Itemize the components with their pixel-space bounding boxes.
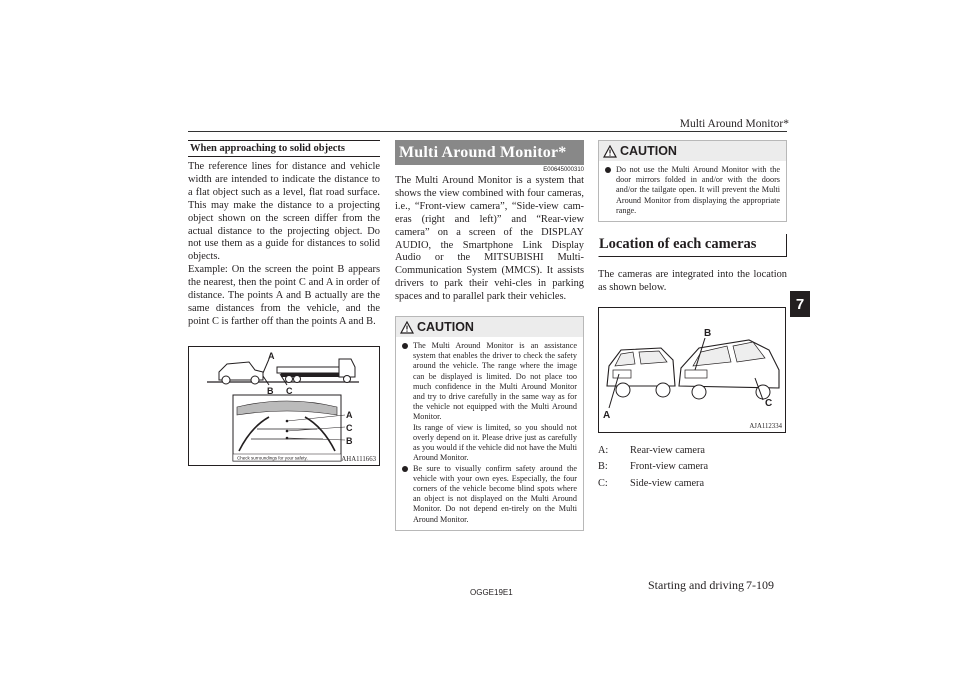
figure-camera-locations <box>598 307 786 433</box>
caution-title <box>396 317 583 337</box>
label-b-bottom: B <box>267 385 274 396</box>
caution-box-right <box>598 140 787 222</box>
caution-item-text: Be sure to visually confirm safety around the vehicle with your own eyes. Especially, the four corners of the vehicle become blind spots where an object is not displayed on the Multi Around Monitor. Do not depend en-tirely on the Multi Around Monitor. <box>413 463 577 524</box>
label-c-screen: C <box>346 422 353 433</box>
legend-key: B: <box>598 461 608 473</box>
warning-triangle-icon <box>603 145 617 158</box>
legend-value: Rear-view camera <box>630 444 705 456</box>
legend-row <box>598 443 787 460</box>
legend-key: A: <box>598 444 609 456</box>
legend-key: C: <box>598 477 608 489</box>
caution-label: CAUTION <box>620 144 677 158</box>
bullet-icon <box>605 167 611 173</box>
camera-legend <box>598 443 787 493</box>
legend-value: Front-view camera <box>630 461 709 473</box>
figure-distance-guide <box>188 346 380 466</box>
caution-label: CAUTION <box>417 320 474 335</box>
label-b-screen: B <box>346 435 353 446</box>
column-right <box>598 140 787 492</box>
bullet-icon <box>402 466 408 472</box>
caution-title <box>599 141 786 161</box>
caution-item <box>605 165 780 216</box>
caution-list <box>599 161 786 221</box>
paragraph-intro: The Multi Around Monitor is a system that shows the view combined with four cameras, i.e., “Front-view camera”, “Side-view cam-eras (right and left)” and “Rear-view camera” on a screen of the DISPLAY AUDIO, the Smartphone Link Display Audio or the MITSUBISHI Multi-Communication System (MMCS). It assists drivers to park their vehi-cles in parking spaces and to parallel park their vehicles. <box>395 175 584 303</box>
figure-code: AJA112334 <box>749 422 782 430</box>
footer-doc-code: OGGE19E1 <box>470 588 513 597</box>
label-c-bottom: C <box>286 385 293 396</box>
bullet-icon <box>402 343 408 349</box>
distance-guide-illustration <box>189 347 379 465</box>
caution-item-text: The Multi Around Monitor is an assistance system that enables the driver to check the safety around the vehicle. The range where the image can be displayed is limited. Do not place too much confidence in the Multi Around Monitor and try to drive carefully in the same way as for the vehicle not equipped with the Multi Around Monitor. <box>413 341 577 422</box>
paragraph-reference-lines: The reference lines for distance and vehicle width are intended to indicate the distance to a flat object such as a level, flat road surface. This may make the distance to a projecting object shown on the screen differ from the actual distance to the projecting object. Do not use them as a guide for distances to solid objects. <box>188 161 380 263</box>
label-b: B <box>704 327 712 339</box>
figure-code: AHA111663 <box>341 455 376 463</box>
label-c: C <box>765 397 773 409</box>
warning-triangle-icon <box>400 321 414 334</box>
header-rule <box>188 131 787 132</box>
column-middle <box>395 140 584 531</box>
legend-value: Side-view camera <box>630 477 705 489</box>
section-heading-multi-around-monitor: Multi Around Monitor* <box>395 140 584 165</box>
chapter-tab: 7 <box>790 291 810 317</box>
caution-item <box>402 464 577 525</box>
footer-page-number: 7-109 <box>746 578 774 592</box>
caution-box-middle <box>395 316 584 531</box>
legend-row <box>598 476 787 493</box>
label-a: A <box>603 409 611 421</box>
caution-list <box>396 337 583 530</box>
caution-item <box>402 341 577 423</box>
label-a-screen: A <box>346 409 353 420</box>
subheading-solid-objects: When approaching to solid objects <box>188 140 380 157</box>
running-header-title: Multi Around Monitor* <box>679 118 789 130</box>
screen-caption: Check surroundings for your safety. <box>237 455 308 461</box>
paragraph-example: Example: On the screen the point B appears the nearest, then the point C and A in order of distance. The points A and B actually are the same distances from the vehicle, and the point C is farther off than the points A and B. <box>188 264 380 327</box>
paragraph-cameras: The cameras are integrated into the location as shown below. <box>598 269 787 293</box>
legend-row <box>598 459 787 476</box>
caution-item-text: Do not use the Multi Around Monitor with the door mirrors folded in and/or with the doors and/or the tailgate open. It will prevent the Multi Around Monitor from displaying the appropriate range. <box>616 165 780 215</box>
footer-section-title: Starting and driving <box>648 578 744 592</box>
section-heading-camera-locations: Location of each cameras <box>598 234 787 257</box>
label-a-top: A <box>268 350 275 361</box>
caution-item-continuation: Its range of view is limited, so you should not overly depend on it. Please drive just as carefully as you would if the vehicle did not have the Multi Around Monitor. <box>413 422 577 463</box>
camera-locations-illustration <box>599 308 785 432</box>
column-left <box>188 140 380 466</box>
section-code: E00645000310 <box>543 167 584 173</box>
